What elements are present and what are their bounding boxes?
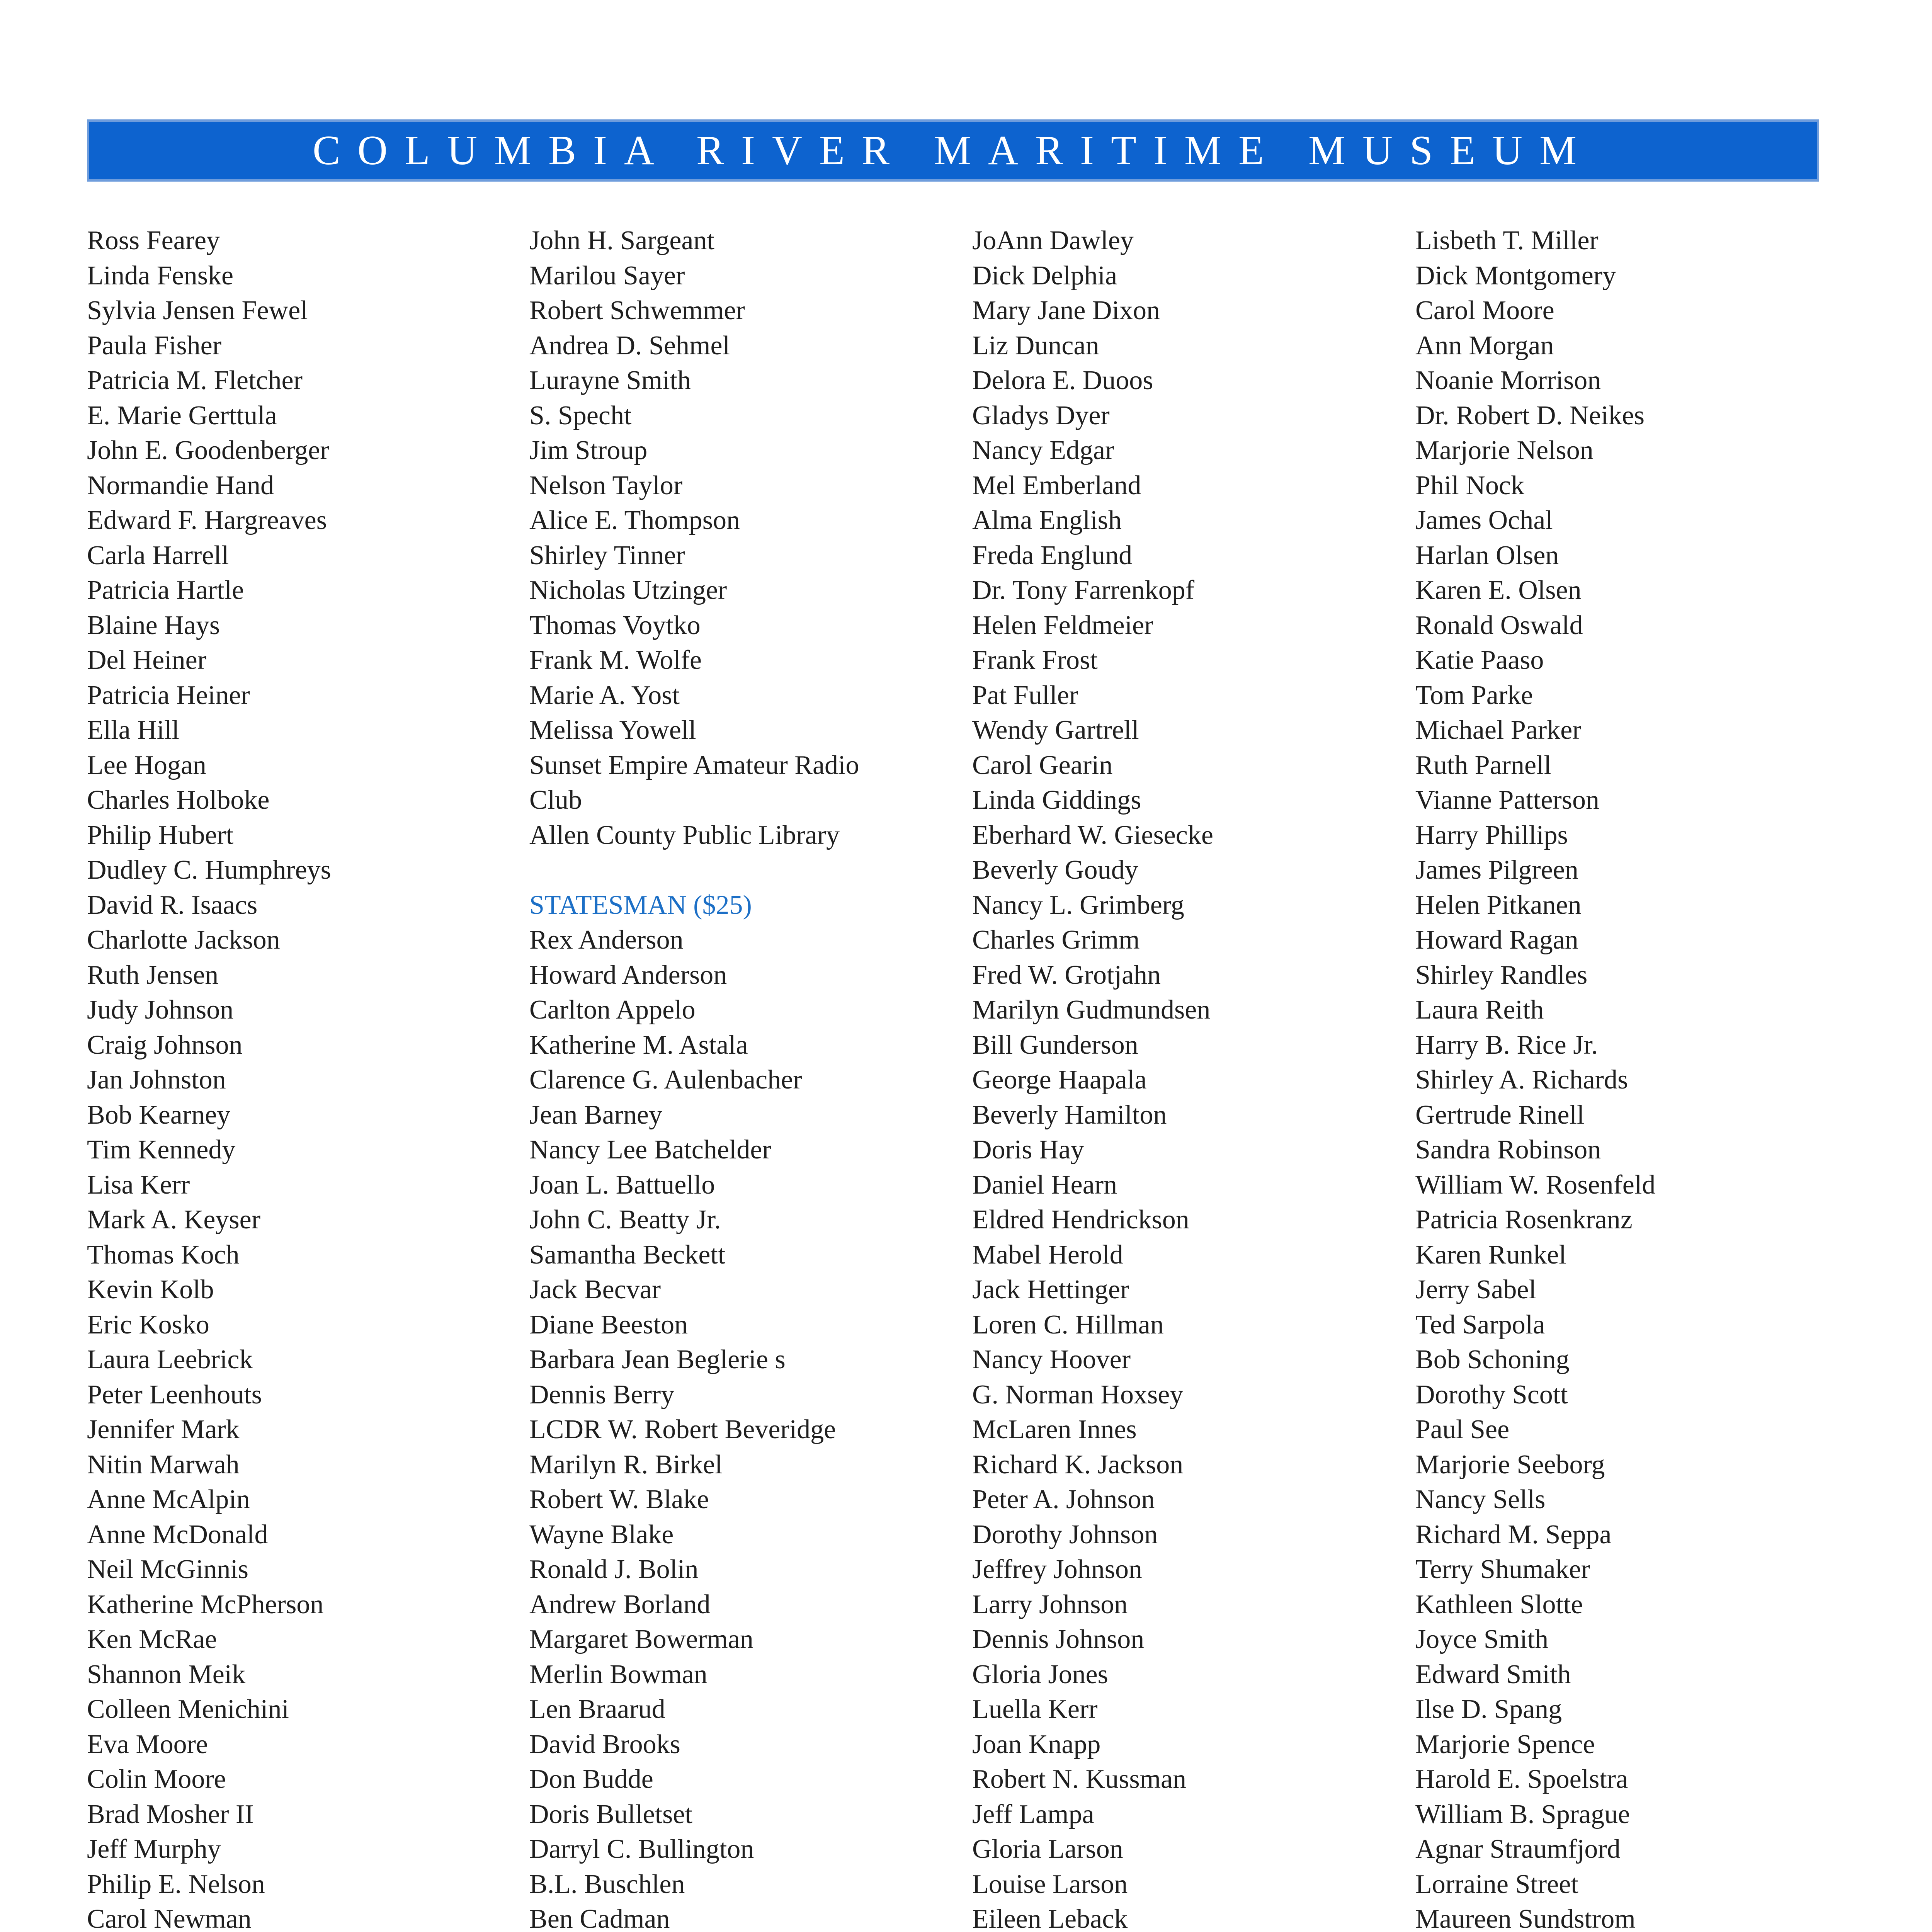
donor-name: Noanie Morrison: [1415, 366, 1601, 395]
donor-name: Rex Anderson: [529, 925, 684, 955]
donor-name: Helen Pitkanen: [1415, 890, 1582, 920]
donor-name: Philip E. Nelson: [87, 1869, 265, 1899]
donor-name: Carol Gearin: [972, 750, 1113, 780]
donor-name: George Haapala: [972, 1065, 1147, 1095]
donor-name: Freda Englund: [972, 540, 1133, 570]
donor-name: Thomas Koch: [87, 1240, 240, 1270]
donor-name: Robert Schwemmer: [529, 296, 745, 325]
donor-name: Lee Hogan: [87, 750, 207, 780]
donor-name: Merlin Bowman: [529, 1659, 707, 1689]
donor-name: Jean Barney: [529, 1100, 663, 1130]
donor-name: Dennis Berry: [529, 1379, 675, 1410]
donor-name: Laura Reith: [1415, 995, 1544, 1025]
donor-name: Shirley A. Richards: [1415, 1065, 1628, 1095]
donor-name: Nelson Taylor: [529, 470, 683, 500]
donor-name: Dorothy Scott: [1415, 1379, 1568, 1410]
donor-name: Marilyn R. Birkel: [529, 1449, 723, 1480]
donor-name: Jennifer Mark: [87, 1415, 240, 1444]
donor-name: Linda Fenske: [87, 260, 234, 291]
donor-name: Bob Schoning: [1415, 1345, 1570, 1374]
spacer: [529, 853, 935, 888]
donor-name: Joyce Smith: [1415, 1624, 1549, 1654]
donor-name: Marilyn Gudmundsen: [972, 995, 1211, 1025]
donor-name: LCDR W. Robert Beveridge: [529, 1415, 836, 1444]
donor-name: Marjorie Nelson: [1415, 435, 1594, 465]
donor-name: Mel Emberland: [972, 470, 1141, 500]
donor-name: Andrea D. Sehmel: [529, 330, 730, 361]
donor-name: Jeff Lampa: [972, 1799, 1094, 1829]
donor-name: Katherine M. Astala: [529, 1030, 748, 1060]
donor-name: Andrew Borland: [529, 1589, 711, 1619]
donor-name: Patricia Hartle: [87, 575, 244, 605]
donor-name: Joan L. Battuello: [529, 1170, 715, 1200]
donor-name: Eileen Leback: [972, 1904, 1128, 1932]
donor-name: Dudley C. Humphreys: [87, 855, 331, 885]
donor-name: Mary Jane Dixon: [972, 296, 1160, 325]
donor-name: Howard Anderson: [529, 960, 727, 990]
donor-name: Dr. Robert D. Neikes: [1415, 400, 1645, 430]
donor-name: Harry Phillips: [1415, 820, 1568, 850]
name-column-1: [87, 223, 493, 1932]
donor-name: William B. Sprague: [1415, 1799, 1630, 1829]
donor-name: Dr. Tony Farrenkopf: [972, 575, 1195, 605]
donor-name: Marie A. Yost: [529, 680, 680, 710]
donor-name: Alice E. Thompson: [529, 505, 740, 535]
donor-name: Beverly Goudy: [972, 855, 1138, 885]
donor-name: S. Specht: [529, 400, 632, 430]
donor-name: Larry Johnson: [972, 1589, 1128, 1619]
donor-name: Gloria Larson: [972, 1834, 1123, 1864]
donor-name: Ross Fearey: [87, 226, 220, 255]
donor-name: Allen County Public Library: [529, 820, 840, 850]
donor-name: James Ochal: [1415, 505, 1553, 535]
donor-name: Bill Gunderson: [972, 1030, 1138, 1060]
donor-name: Harold E. Spoelstra: [1415, 1764, 1628, 1794]
donor-name: Beverly Hamilton: [972, 1100, 1167, 1130]
donor-name: Harlan Olsen: [1415, 540, 1559, 570]
donor-name: Colin Moore: [87, 1764, 226, 1794]
donor-name: Dick Delphia: [972, 260, 1117, 291]
donor-name: Shannon Meik: [87, 1659, 246, 1689]
donor-name: Jack Hettinger: [972, 1275, 1129, 1304]
donor-name: Charlotte Jackson: [87, 925, 280, 955]
donor-name: Nancy Hoover: [972, 1345, 1131, 1374]
donor-name: Wayne Blake: [529, 1519, 674, 1549]
donor-name: Samantha Beckett: [529, 1240, 726, 1270]
donor-name: Robert N. Kussman: [972, 1764, 1187, 1794]
donor-name: Ruth Parnell: [1415, 750, 1551, 780]
donor-name: Eva Moore: [87, 1729, 208, 1759]
donor-name: Richard M. Seppa: [1415, 1519, 1612, 1549]
donor-name: Marilou Sayer: [529, 260, 685, 291]
donor-name: Eldred Hendrickson: [972, 1205, 1189, 1235]
donor-name: William W. Rosenfeld: [1415, 1170, 1656, 1200]
donor-name: Delora E. Duoos: [972, 366, 1153, 395]
page-header-title: COLUMBIA RIVER MARITIME MUSEUM: [312, 127, 1594, 173]
donor-name: Doris Hay: [972, 1135, 1084, 1165]
donor-name: Judy Johnson: [87, 995, 234, 1025]
donor-name: Robert W. Blake: [529, 1485, 709, 1514]
donor-name: Craig Johnson: [87, 1030, 243, 1060]
donor-name: Shirley Tinner: [529, 540, 685, 570]
donor-name: Clarence G. Aulenbacher: [529, 1065, 802, 1095]
donor-name: Terry Shumaker: [1415, 1554, 1590, 1584]
donor-name: Jeff Murphy: [87, 1834, 221, 1864]
donor-name: David R. Isaacs: [87, 890, 258, 920]
donor-name: Jan Johnston: [87, 1065, 226, 1095]
donor-name: Eric Kosko: [87, 1310, 209, 1340]
donor-name: Maureen Sundstrom: [1415, 1904, 1636, 1932]
donor-name: Diane Beeston: [529, 1310, 688, 1340]
donor-name: Paula Fisher: [87, 330, 222, 361]
donor-name: Barbara Jean Beglerie s: [529, 1345, 786, 1374]
donor-name: Lurayne Smith: [529, 366, 691, 395]
donor-name: Phil Nock: [1415, 470, 1524, 500]
donor-name: E. Marie Gerttula: [87, 400, 277, 430]
donor-name: Mabel Herold: [972, 1240, 1123, 1270]
donor-name: Jack Becvar: [529, 1275, 661, 1304]
donor-name: Howard Ragan: [1415, 925, 1578, 955]
donor-name: Linda Giddings: [972, 785, 1141, 815]
donor-name: Jeffrey Johnson: [972, 1554, 1143, 1584]
donor-name: Margaret Bowerman: [529, 1624, 753, 1654]
donor-name: Ken McRae: [87, 1624, 217, 1654]
donor-name: Kevin Kolb: [87, 1275, 214, 1304]
donor-name: Patricia Rosenkranz: [1415, 1205, 1633, 1235]
donor-name: Fred W. Grotjahn: [972, 960, 1161, 990]
donor-name: Harry B. Rice Jr.: [1415, 1030, 1598, 1060]
donor-name: Colleen Menichini: [87, 1694, 289, 1724]
donor-name: David Brooks: [529, 1729, 680, 1759]
donor-name: Dennis Johnson: [972, 1624, 1145, 1654]
donor-name: Mark A. Keyser: [87, 1205, 261, 1235]
donor-name: McLaren Innes: [972, 1415, 1137, 1444]
donor-name: Ronald Oswald: [1415, 610, 1583, 640]
donor-name: Del Heiner: [87, 645, 207, 675]
donor-name: Dorothy Johnson: [972, 1519, 1158, 1549]
donor-name: Michael Parker: [1415, 715, 1582, 745]
name-column-3: [972, 223, 1378, 1932]
donor-name: Louise Larson: [972, 1869, 1128, 1899]
donor-name: Tim Kennedy: [87, 1135, 236, 1165]
donor-name: Jim Stroup: [529, 435, 648, 465]
donor-name: Helen Feldmeier: [972, 610, 1153, 640]
donor-name: Sunset Empire Amateur Radio: [529, 750, 859, 780]
donor-name: Peter Leenhouts: [87, 1379, 262, 1410]
donor-name: Charles Holboke: [87, 785, 270, 815]
donor-name: Peter A. Johnson: [972, 1485, 1155, 1514]
donor-name: Joan Knapp: [972, 1729, 1101, 1759]
donor-name: Jerry Sabel: [1415, 1275, 1536, 1304]
donor-name: Gertrude Rinell: [1415, 1100, 1585, 1130]
donor-name: Patricia Heiner: [87, 680, 250, 710]
donor-name: Ted Sarpola: [1415, 1310, 1545, 1340]
donor-name: Doris Bulletset: [529, 1799, 692, 1829]
donor-name: John E. Goodenberger: [87, 435, 329, 465]
donor-name: Blaine Hays: [87, 610, 220, 640]
donor-name: Sandra Robinson: [1415, 1135, 1601, 1165]
donor-name: Alma English: [972, 505, 1122, 535]
donor-name: Gloria Jones: [972, 1659, 1108, 1689]
page-header-banner: [87, 119, 1819, 182]
donor-name: Laura Leebrick: [87, 1345, 253, 1374]
donor-name: Ben Cadman: [529, 1904, 670, 1932]
donor-name: Paul See: [1415, 1415, 1510, 1444]
donor-name: Normandie Hand: [87, 470, 274, 500]
donor-name: Don Budde: [529, 1764, 653, 1794]
donor-name: Nancy Lee Batchelder: [529, 1135, 771, 1165]
donor-name: Wendy Gartrell: [972, 715, 1139, 745]
donor-name: Melissa Yowell: [529, 715, 696, 745]
donor-name: Lisa Kerr: [87, 1170, 190, 1200]
donor-name: Neil McGinnis: [87, 1554, 249, 1584]
donor-name: Vianne Patterson: [1415, 785, 1599, 815]
donor-name: Philip Hubert: [87, 820, 234, 850]
donor-name: Katie Paaso: [1415, 645, 1544, 675]
donor-name: Len Braarud: [529, 1694, 665, 1724]
donor-name: Club: [529, 785, 582, 815]
donor-name: Eberhard W. Giesecke: [972, 820, 1213, 850]
donor-name: Thomas Voytko: [529, 610, 701, 640]
section-heading: STATESMAN ($25): [529, 890, 752, 920]
donor-name: G. Norman Hoxsey: [972, 1379, 1184, 1410]
donor-name: Lorraine Street: [1415, 1869, 1578, 1899]
donor-name: Marjorie Seeborg: [1415, 1449, 1605, 1480]
donor-name: John C. Beatty Jr.: [529, 1205, 721, 1235]
name-column-4: [1415, 223, 1821, 1932]
donor-name: Anne McDonald: [87, 1519, 268, 1549]
donor-name: Katherine McPherson: [87, 1589, 324, 1619]
donor-name: Brad Mosher II: [87, 1799, 254, 1829]
donor-name: Nancy Edgar: [972, 435, 1114, 465]
donor-name: Nitin Marwah: [87, 1449, 240, 1480]
donor-name: Kathleen Slotte: [1415, 1589, 1583, 1619]
donor-name: Anne McAlpin: [87, 1485, 250, 1514]
donor-name: Daniel Hearn: [972, 1170, 1117, 1200]
donor-name: Karen Runkel: [1415, 1240, 1566, 1270]
donor-name: Darryl C. Bullington: [529, 1834, 754, 1864]
donor-name: Ella Hill: [87, 715, 180, 745]
donor-name: Carol Moore: [1415, 296, 1554, 325]
donor-name: Edward F. Hargreaves: [87, 505, 327, 535]
donor-name: Bob Kearney: [87, 1100, 231, 1130]
donor-name: Marjorie Spence: [1415, 1729, 1595, 1759]
donor-name: Shirley Randles: [1415, 960, 1588, 990]
donor-name: Ann Morgan: [1415, 330, 1554, 361]
donor-name: Edward Smith: [1415, 1659, 1571, 1689]
donor-name: Dick Montgomery: [1415, 260, 1616, 291]
donor-name: JoAnn Dawley: [972, 226, 1134, 255]
donor-name: Ronald J. Bolin: [529, 1554, 699, 1584]
donor-name: Liz Duncan: [972, 330, 1099, 361]
donor-name: Tom Parke: [1415, 680, 1533, 710]
donor-name: Carlton Appelo: [529, 995, 696, 1025]
donor-name: Patricia M. Fletcher: [87, 366, 303, 395]
donor-name: Agnar Straumfjord: [1415, 1834, 1621, 1864]
donor-name: Pat Fuller: [972, 680, 1078, 710]
donor-name: Richard K. Jackson: [972, 1449, 1184, 1480]
donor-name: Nicholas Utzinger: [529, 575, 727, 605]
donor-name: B.L. Buschlen: [529, 1869, 685, 1899]
donor-name: Ilse D. Spang: [1415, 1694, 1562, 1724]
donor-name: Nancy L. Grimberg: [972, 890, 1184, 920]
donor-name: Carla Harrell: [87, 540, 229, 570]
donor-name: James Pilgreen: [1415, 855, 1578, 885]
donor-name: Ruth Jensen: [87, 960, 219, 990]
donor-name: Loren C. Hillman: [972, 1310, 1164, 1340]
donor-name: Lisbeth T. Miller: [1415, 226, 1599, 255]
donor-name: Frank M. Wolfe: [529, 645, 702, 675]
donor-name: Carol Newman: [87, 1904, 252, 1932]
donor-name: Sylvia Jensen Fewel: [87, 296, 308, 325]
donor-name: Karen E. Olsen: [1415, 575, 1582, 605]
donor-name: Frank Frost: [972, 645, 1098, 675]
donor-name: John H. Sargeant: [529, 226, 714, 255]
donor-name: Nancy Sells: [1415, 1485, 1546, 1514]
donor-name: Luella Kerr: [972, 1694, 1098, 1724]
donor-name: Gladys Dyer: [972, 400, 1110, 430]
donor-name: Charles Grimm: [972, 925, 1140, 955]
name-column-2: [529, 223, 935, 1932]
